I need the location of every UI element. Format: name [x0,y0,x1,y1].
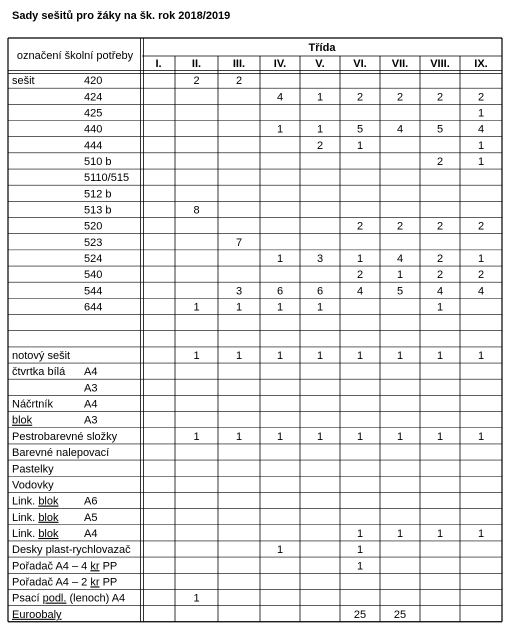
row-item-variant: A3 [84,414,98,427]
row-item-variant: 420 [84,75,103,88]
cell-count: 1 [193,301,200,314]
document-title: Sady sešitů pro žáky na šk. rok 2018/2019 [12,10,231,22]
row-item-variant: 440 [84,123,103,136]
row-item-variant: 444 [84,139,103,152]
cell-count: 1 [316,123,324,136]
cell-count: 1 [276,350,284,363]
class-header-3: III. [232,58,246,70]
cell-count: 2 [356,220,364,233]
cell-count: 2 [396,91,404,104]
row-item-variant: 520 [84,220,103,233]
class-header-4: IV. [273,58,287,70]
cell-count: 2 [396,220,404,233]
cell-count: 1 [276,430,284,443]
cell-count: 1 [316,350,324,363]
row-item-variant: 5110/515 [84,172,130,185]
cell-count: 2 [235,75,243,88]
cell-count: 1 [356,527,364,540]
cell-count: 1 [235,301,243,314]
cell-count: 1 [436,430,444,443]
row-item-name: Pořadač A4 – 4 kr PP [12,560,118,573]
cell-count: 4 [477,123,485,136]
cell-count: 4 [477,285,485,298]
cell-count: 1 [193,350,200,363]
cell-count: 3 [316,253,324,266]
class-header-9: IX. [474,58,488,70]
row-item-name: Euroobaly [12,608,62,621]
cell-count: 1 [356,253,364,266]
row-item-variant: 512 b [84,188,112,201]
row-item-variant: A3 [84,382,98,395]
row-item-name: sešit [12,75,35,88]
cell-count: 1 [477,430,485,443]
cell-count: 4 [276,91,284,104]
row-item-variant: 544 [84,285,103,298]
cell-count: 1 [276,253,284,266]
row-item-variant: 540 [84,269,103,282]
cell-count: 1 [436,527,444,540]
cell-count: 5 [356,123,364,136]
row-item-name: Psací podl. (lenoch) A4 [12,592,126,605]
row-item-name: Desky plast-rychlovazač [12,544,131,557]
cell-count: 2 [477,269,485,282]
row-item-name: Pořadač A4 – 2 kr PP [12,576,118,589]
cell-count: 1 [477,253,485,266]
cell-count: 1 [477,527,485,540]
cell-count: 1 [316,301,324,314]
cell-count: 1 [356,544,364,557]
item-column-header: označení školní potřeby [16,50,134,62]
cell-count: 4 [396,123,404,136]
cell-count: 8 [193,204,200,217]
cell-count: 1 [436,301,444,314]
row-item-variant: A4 [84,366,98,379]
cell-count: 25 [393,608,407,621]
row-item-name: čtvrtka bílá [12,366,66,379]
row-item-name: Link. blok [12,527,59,540]
cell-count: 5 [436,123,444,136]
cell-count: 1 [276,301,284,314]
row-item-variant: A4 [84,527,98,540]
cell-count: 7 [235,236,243,249]
cell-count: 1 [316,430,324,443]
cell-count: 1 [356,560,364,573]
class-header-7: VII. [391,58,409,70]
row-item-variant: 424 [84,91,103,104]
class-header-1: I. [155,58,162,70]
class-header-2: II. [191,58,202,70]
cell-count: 2 [436,91,444,104]
row-item-variant: 524 [84,253,103,266]
row-item-variant: 510 b [84,156,112,169]
row-item-name: Barevné nalepovací [12,447,110,460]
cell-count: 3 [235,285,243,298]
row-item-variant: 523 [84,236,103,249]
cell-count: 1 [316,91,324,104]
row-item-variant: 425 [84,107,103,120]
cell-count: 1 [436,350,444,363]
cell-count: 1 [235,430,243,443]
row-item-name: Pastelky [12,463,54,476]
cell-count: 2 [356,269,364,282]
row-item-variant: A5 [84,511,98,524]
class-header-5: V. [315,58,325,70]
row-item-name: Náčrtník [12,398,53,411]
cell-count: 25 [353,608,367,621]
cell-count: 1 [477,139,485,152]
row-item-variant: A6 [84,495,98,508]
class-header-8: VIII. [430,58,450,70]
cell-count: 4 [396,253,404,266]
cell-count: 1 [477,156,485,169]
row-item-name: blok [12,414,33,427]
row-item-variant: 513 b [84,204,112,217]
row-item-name: notový sešit [12,350,71,363]
cell-count: 2 [193,75,200,88]
class-group-header: Třída [308,42,336,54]
cell-count: 2 [477,220,485,233]
cell-count: 1 [396,430,404,443]
cell-count: 6 [276,285,284,298]
cell-count: 1 [235,350,243,363]
cell-count: 1 [193,592,200,605]
row-item-name: Link. blok [12,511,59,524]
cell-count: 1 [193,430,200,443]
cell-count: 1 [477,107,485,120]
cell-count: 1 [356,139,364,152]
cell-count: 1 [276,544,284,557]
class-header-6: VI. [353,58,367,70]
row-item-name: Link. blok [12,495,59,508]
cell-count: 2 [477,91,485,104]
cell-count: 1 [276,123,284,136]
cell-count: 2 [436,220,444,233]
row-item-name: Pestrobarevné složky [12,430,118,443]
cell-count: 1 [396,269,404,282]
cell-count: 4 [436,285,444,298]
cell-count: 2 [436,269,444,282]
cell-count: 1 [356,430,364,443]
cell-count: 2 [436,156,444,169]
cell-count: 6 [316,285,324,298]
cell-count: 1 [356,350,364,363]
cell-count: 1 [396,350,404,363]
cell-count: 2 [436,253,444,266]
row-item-name: Vodovky [12,479,54,492]
cell-count: 2 [356,91,364,104]
cell-count: 2 [316,139,324,152]
row-item-variant: A4 [84,398,98,411]
cell-count: 1 [396,527,404,540]
cell-count: 5 [396,285,404,298]
cell-count: 4 [356,285,364,298]
row-item-variant: 644 [84,301,103,314]
cell-count: 1 [477,350,485,363]
